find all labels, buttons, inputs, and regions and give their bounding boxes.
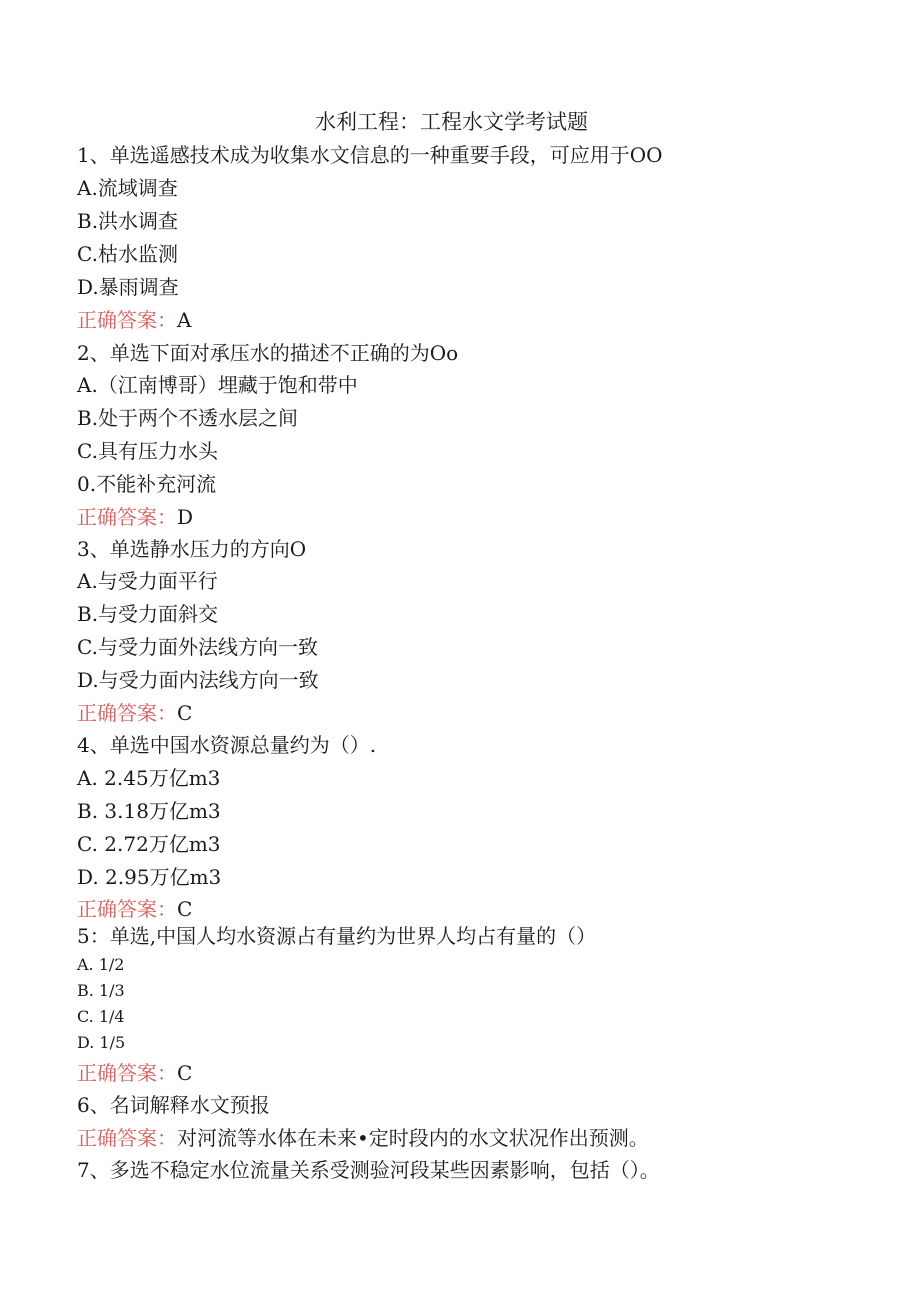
option-2a: A.（江南博哥）埋藏于饱和带中 bbox=[77, 373, 358, 397]
answer-1 bbox=[77, 306, 191, 334]
answer-label: 正确答案： bbox=[77, 1061, 177, 1085]
option-3c: C.与受力面外法线方向一致 bbox=[77, 635, 318, 659]
question-3: 3、单选静水压力的方向O bbox=[77, 537, 307, 561]
option-2d: 0.不能补充河流 bbox=[77, 472, 217, 496]
option-5b: B. 1/3 bbox=[77, 981, 125, 1000]
answer-2 bbox=[77, 503, 193, 531]
answer-value: C bbox=[177, 701, 193, 725]
option-5a: A. 1/2 bbox=[77, 955, 125, 974]
answer-value: C bbox=[177, 897, 193, 921]
page-title: 水利工程：工程水文学考试题 bbox=[315, 110, 588, 134]
answer-value: 对河流等水体在未来•定时段内的水文状况作出预测。 bbox=[177, 1126, 649, 1150]
option-5d: D. 1/5 bbox=[77, 1033, 126, 1052]
answer-4 bbox=[77, 895, 192, 923]
answer-value: A bbox=[177, 308, 192, 332]
option-3a: A.与受力面平行 bbox=[77, 569, 218, 593]
answer-label: 正确答案： bbox=[77, 1126, 177, 1150]
option-4d: D. 2.95万亿m3 bbox=[77, 865, 222, 889]
question-7: 7、多选不稳定水位流量关系受测验河段某些因素影响，包括（）。 bbox=[77, 1158, 660, 1182]
option-4a: A. 2.45万亿m3 bbox=[77, 766, 221, 790]
option-5c: C. 1/4 bbox=[77, 1007, 125, 1026]
answer-6 bbox=[77, 1124, 649, 1152]
option-2c: C.具有压力水头 bbox=[77, 439, 218, 463]
question-1: 1、单选遥感技术成为收集水文信息的一种重要手段，可应用于OO bbox=[77, 143, 663, 167]
option-4b: B. 3.18万亿m3 bbox=[77, 799, 221, 823]
answer-value: D bbox=[177, 505, 194, 529]
answer-label: 正确答案： bbox=[77, 897, 177, 921]
option-1a: A.流域调查 bbox=[77, 176, 178, 200]
question-4: 4、单选中国水资源总量约为（）. bbox=[77, 733, 377, 757]
answer-5 bbox=[77, 1059, 192, 1087]
option-1c: C.枯水监测 bbox=[77, 242, 178, 266]
question-2: 2、单选下面对承压水的描述不正确的为Oo bbox=[77, 341, 459, 365]
answer-3 bbox=[77, 699, 192, 727]
option-1d: D.暴雨调查 bbox=[77, 275, 179, 299]
answer-label: 正确答案： bbox=[77, 505, 177, 529]
option-1b: B.洪水调查 bbox=[77, 209, 179, 233]
option-2b: B.处于两个不透水层之间 bbox=[77, 406, 299, 430]
option-4c: C. 2.72万亿m3 bbox=[77, 832, 221, 856]
answer-label: 正确答案： bbox=[77, 308, 177, 332]
answer-value: C bbox=[177, 1061, 193, 1085]
option-3b: B.与受力面斜交 bbox=[77, 602, 219, 626]
option-3d: D.与受力面内法线方向一致 bbox=[77, 668, 319, 692]
question-5: 5：单选,中国人均水资源占有量约为世界人均占有量的（） bbox=[77, 924, 597, 948]
question-6: 6、名词解释水文预报 bbox=[77, 1093, 270, 1117]
answer-label: 正确答案： bbox=[77, 701, 177, 725]
